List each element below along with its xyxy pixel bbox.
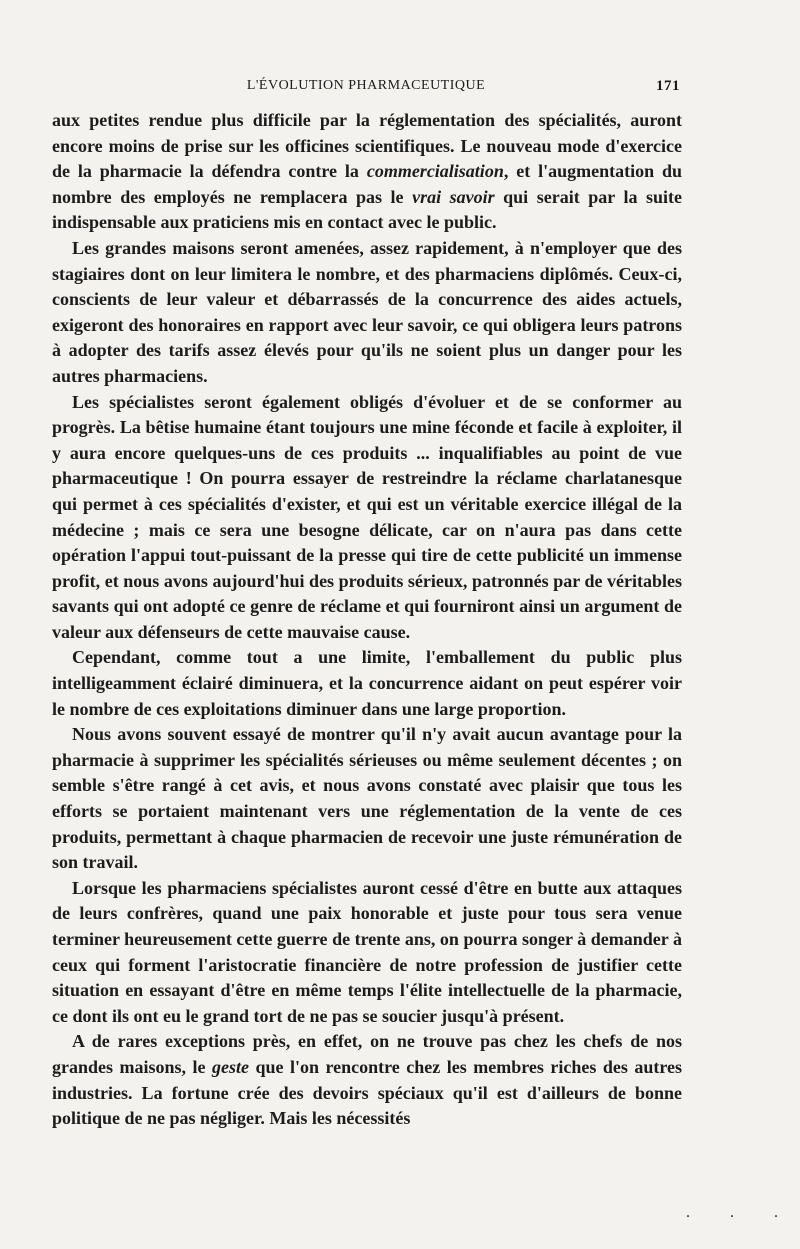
text-run: que l'on rencontre chez les membres riches des autres industries. La fortune crée des devoirs spéciaux qu'il est d'ailleurs de bonne politique de ne pas négliger. Mais les nécessités <box>52 1056 682 1129</box>
text-run: , et l'augmentation du nombre des employés ne remplacera pas le <box>52 161 682 207</box>
paragraph <box>52 236 682 390</box>
text-run: Cependant, comme tout a une limite, l'emballement du public plus intelligeamment éclairé diminuera, et la concurrence aidant on peut espérer voir le nombre de ces exploitations diminuer dans une large proportion. <box>52 647 682 719</box>
text-run: Nous avons souvent essayé de montrer qu'il n'y avait aucun avantage pour la pharmacie à supprimer les spécialités sérieuses ou même seulement décentes ; on semble s'être rangé à cet avis, et nous avons constaté avec plaisir que tous les efforts se portaient maintenant vers une réglementation de la vente de ces produits, permettant à chaque pharmacien de recevoir une juste rémunération de son travail. <box>52 724 682 873</box>
text-run: aux petites rendue plus difficile par la réglementation des spécialités, auront encore moins de prise sur les officines scientifiques. Le nouveau mode d'exercice de la pharmacie la défendra contre la <box>52 110 682 182</box>
text-run: A de rares exceptions près, en effet, on ne trouve pas chez les chefs de nos grandes maisons, le <box>52 1031 682 1077</box>
text-run: qui serait par la suite indispensable aux praticiens mis en contact avec le public. <box>52 186 683 233</box>
body-text <box>52 108 682 1132</box>
italic-text: commercialisation <box>366 161 504 182</box>
running-title: L'ÉVOLUTION PHARMACEUTIQUE <box>246 78 486 93</box>
italic-text: vrai savoir <box>412 186 495 207</box>
text-run: Lorsque les pharmaciens spécialistes auront cessé d'être en butte aux attaques de leurs confrères, quand une paix honorable et juste pour tous sera venue terminer heureusement cette guerre de trente ans, on pourra songer à demander à ceux qui forment l'aristocratie financière de notre profession de justifier cette situation en essayant d'être en même temps l'élite intellectuelle de la pharmacie, ce dont ils ont eu le grand tort de ne pas se soucier jusqu'à présent. <box>52 877 682 1026</box>
margin-marks: . . . <box>686 1204 796 1221</box>
paragraph <box>52 876 682 1030</box>
paragraph <box>52 390 682 646</box>
page-header <box>52 78 680 98</box>
text-run: Les grandes maisons seront amenées, assez rapidement, à n'employer que des stagiaires dont on leur limitera le nombre, et des pharmaciens diplômés. Ceux-ci, conscients de leur valeur et débarrassés de la concurrence des aides actuels, exigeront des honoraires en rapport avec leur savoir, ce qui obligera leurs patrons à adopter des tarifs assez élevés pour qu'ils ne soient plus un danger pour les autres pharmaciens. <box>52 237 682 386</box>
italic-text: geste <box>211 1056 249 1077</box>
page-number: 171 <box>656 78 680 94</box>
paragraph <box>52 1029 682 1131</box>
paragraph <box>52 722 682 876</box>
paragraph <box>52 108 682 236</box>
paragraph <box>52 645 682 722</box>
text-run: Les spécialistes seront également obligés d'évoluer et de se conformer au progrès. La bêtise humaine étant toujours une mine féconde et facile à exploiter, il y aura encore quelques-uns de ces produits ... inqualifiables au point de vue pharmaceutique ! On pourra essayer de restreindre la réclame charlatanesque qui permet à ces spécialités d'exister, et qui est un véritable exercice illégal de la médecine ; mais ce sera une besogne délicate, car on n'aura pas dans cette opération l'appui tout-puissant de la presse qui tire de cette publicité un immense profit, et nous avons aujourd'hui des produits sérieux, patronnés par de véritables savants qui ont adopté ce genre de réclame et qui fourniront ainsi un argument de valeur aux défenseurs de cette mauvaise cause. <box>52 391 682 642</box>
